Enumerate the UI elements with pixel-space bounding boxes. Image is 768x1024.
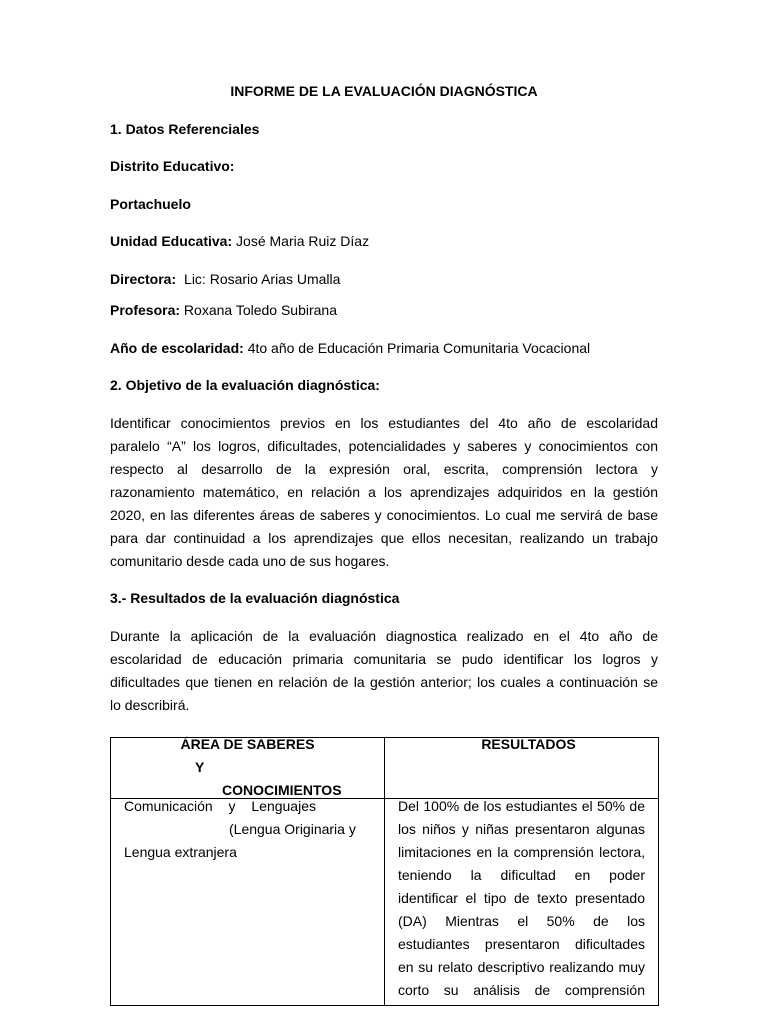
table-cell-results-text bbox=[385, 795, 658, 1002]
paragraph-line: razonamiento matemático, en relación a los aprendizajes adquiridos en la gestión bbox=[110, 484, 658, 500]
cell-line: teniendo la dificultad en poder bbox=[398, 867, 645, 883]
paragraph-line: escolaridad de educación primaria comunitaria se pudo identificar los logros y bbox=[110, 651, 658, 667]
header-line: CONOCIMIENTOS bbox=[222, 782, 342, 798]
header-line: RESULTADOS bbox=[481, 736, 576, 752]
field-value: 4to año de Educación Primaria Comunitaria Vocacional bbox=[247, 340, 591, 356]
table-cell-results bbox=[385, 799, 658, 1006]
table-cell-area-text bbox=[111, 795, 384, 864]
cell-line: (Lengua Originaria y bbox=[229, 821, 356, 837]
objective-paragraph bbox=[110, 412, 658, 573]
field-label: Profesora: bbox=[110, 302, 181, 318]
field-value: Lic: Rosario Arias Umalla bbox=[184, 271, 341, 287]
document-title: INFORME DE LA EVALUACIÓN DIAGNÓSTICA bbox=[230, 83, 538, 99]
paragraph-line: 2020, en las diferentes áreas de saberes y conocimientos. Lo cual me servirá de base bbox=[110, 507, 658, 523]
field-value: Roxana Toledo Subirana bbox=[183, 302, 337, 318]
table-cell-area bbox=[111, 799, 385, 1006]
cell-line: Lengua extranjera bbox=[124, 844, 237, 860]
field-label: Año de escolaridad: bbox=[110, 340, 244, 356]
paragraph-line: comunitario desde cada uno de sus hogares. bbox=[110, 553, 390, 569]
field-label: Unidad Educativa: bbox=[110, 233, 233, 249]
field-directora bbox=[110, 268, 658, 291]
paragraph-line: para dar continuidad a los aprendizajes que ellos necesitan, realizando un trabajo bbox=[110, 530, 658, 546]
cell-line: Del 100% de los estudiantes el 50% de bbox=[398, 798, 645, 814]
results-table bbox=[110, 737, 659, 1006]
paragraph-line: lo describirá. bbox=[110, 697, 190, 713]
distrito-label: Distrito Educativo: bbox=[110, 158, 235, 174]
table-header-area-text bbox=[111, 733, 384, 802]
paragraph-line: respecto al desarrollo de la expresión oral, escrita, comprensión lectora y bbox=[110, 461, 658, 477]
table-header-area bbox=[111, 738, 385, 799]
paragraph-line: paralelo “A” los logros, dificultades, potencialidades y saberes y conocimientos con bbox=[110, 438, 658, 454]
cell-line: estudiantes presentaron dificultades bbox=[398, 936, 645, 952]
field-ano-escolaridad bbox=[110, 337, 658, 360]
cell-line: limitaciones en la comprensión lectora, bbox=[398, 844, 645, 860]
header-line: Y bbox=[195, 759, 205, 775]
section-2-heading: 2. Objetivo de la evaluación diagnóstica: bbox=[110, 377, 380, 393]
cell-line: corto su análisis de comprensión bbox=[398, 982, 645, 998]
cell-line: (DA) Mientras el 50% de los bbox=[398, 913, 645, 929]
field-profesora bbox=[110, 299, 658, 322]
results-paragraph bbox=[110, 625, 658, 717]
field-value: José Maria Ruiz Díaz bbox=[236, 233, 370, 249]
table-header-results bbox=[385, 738, 658, 799]
cell-line: Comunicación y Lenguajes bbox=[124, 798, 316, 814]
field-label: Directora: bbox=[110, 271, 177, 287]
paragraph-line: Identificar conocimientos previos en los estudiantes del 4to año de escolaridad bbox=[110, 415, 658, 431]
header-line: ÁREA DE SABERES bbox=[180, 736, 315, 752]
section-1-heading: 1. Datos Referenciales bbox=[110, 121, 260, 137]
cell-line: identificar el tipo de texto presentado bbox=[398, 890, 645, 906]
distrito-value: Portachuelo bbox=[110, 196, 191, 212]
table-header-results-text bbox=[385, 733, 658, 756]
cell-line: los niños y niñas presentaron algunas bbox=[398, 821, 645, 837]
field-unidad-educativa bbox=[110, 230, 658, 253]
paragraph-line: Durante la aplicación de la evaluación diagnostica realizado en el 4to año de bbox=[110, 628, 658, 644]
paragraph-line: dificultades que tienen en relación de la gestión anterior; los cuales a continuación se bbox=[110, 674, 658, 690]
section-3-heading: 3.- Resultados de la evaluación diagnóstica bbox=[110, 590, 400, 606]
cell-line: en su relato descriptivo realizando muy bbox=[398, 959, 645, 975]
